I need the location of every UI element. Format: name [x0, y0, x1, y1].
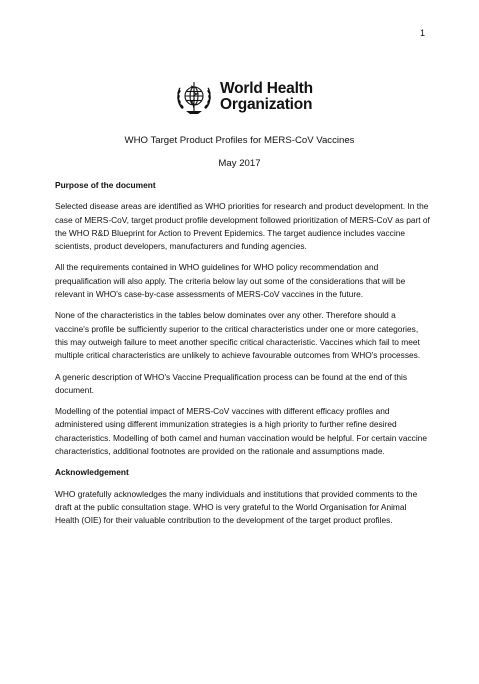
document-date: May 2017 — [218, 158, 261, 169]
paragraph: All the requirements contained in WHO guidelines for WHO policy recommendation and prequalification will also apply. The criteria below lay out some of the considerations that will be relevant in WHO's case-by-case assessments of MERS-CoV vaccines in the future. — [55, 262, 406, 300]
who-logo — [174, 78, 313, 116]
paragraph: Selected disease areas are identified as WHO priorities for research and product development. In the case of MERS-CoV, target product profile development followed prioritization of MERS-CoV as part of the WHO R&D Blueprint for Action to Prevent Epidemics. The target audience includes vaccine scientists, product developers, manufacturers and funding agencies. — [55, 201, 430, 252]
document-title: WHO Target Product Profiles for MERS-CoV Vaccines — [124, 135, 355, 146]
logo-line-2: Organization — [220, 96, 313, 113]
paragraph: A generic description of WHO's Vaccine Prequalification process can be found at the end of this document. — [55, 371, 408, 395]
organization-name — [220, 81, 313, 113]
who-emblem-icon — [174, 78, 214, 116]
page-number: 1 — [419, 28, 425, 38]
logo-line-1: World Health — [220, 80, 313, 97]
paragraph: None of the characteristics in the tables below dominates over any other. Therefore should a vaccine's profile be sufficiently superior to the critical characteristics under one or more categories, this may outweigh failure to meet another specific critical characteristic. Vaccines which fail to meet multiple critical characteristics are unlikely to achieve favourable outcomes from WHO's processes. — [55, 310, 421, 361]
section-heading-purpose: Purpose of the document — [55, 180, 156, 190]
paragraph: Modelling of the potential impact of MERS-CoV vaccines with different efficacy profiles and administered using different immunization strategies is a high priority to further refine desired characteristics. Modelling of both camel and human vaccination would be helpful. For certain vaccine characteristics, additional footnotes are provided on the rationale and assumptions made. — [55, 406, 427, 457]
section-heading-acknowledgement: Acknowledgement — [55, 467, 129, 478]
paragraph: WHO gratefully acknowledges the many individuals and institutions that provided comments to the draft at the public consultation stage. WHO is very grateful to the World Organisation for Animal Health (OIE) for their valuable contribution to the development of the target product profiles. — [55, 488, 418, 526]
document-body — [55, 179, 430, 536]
